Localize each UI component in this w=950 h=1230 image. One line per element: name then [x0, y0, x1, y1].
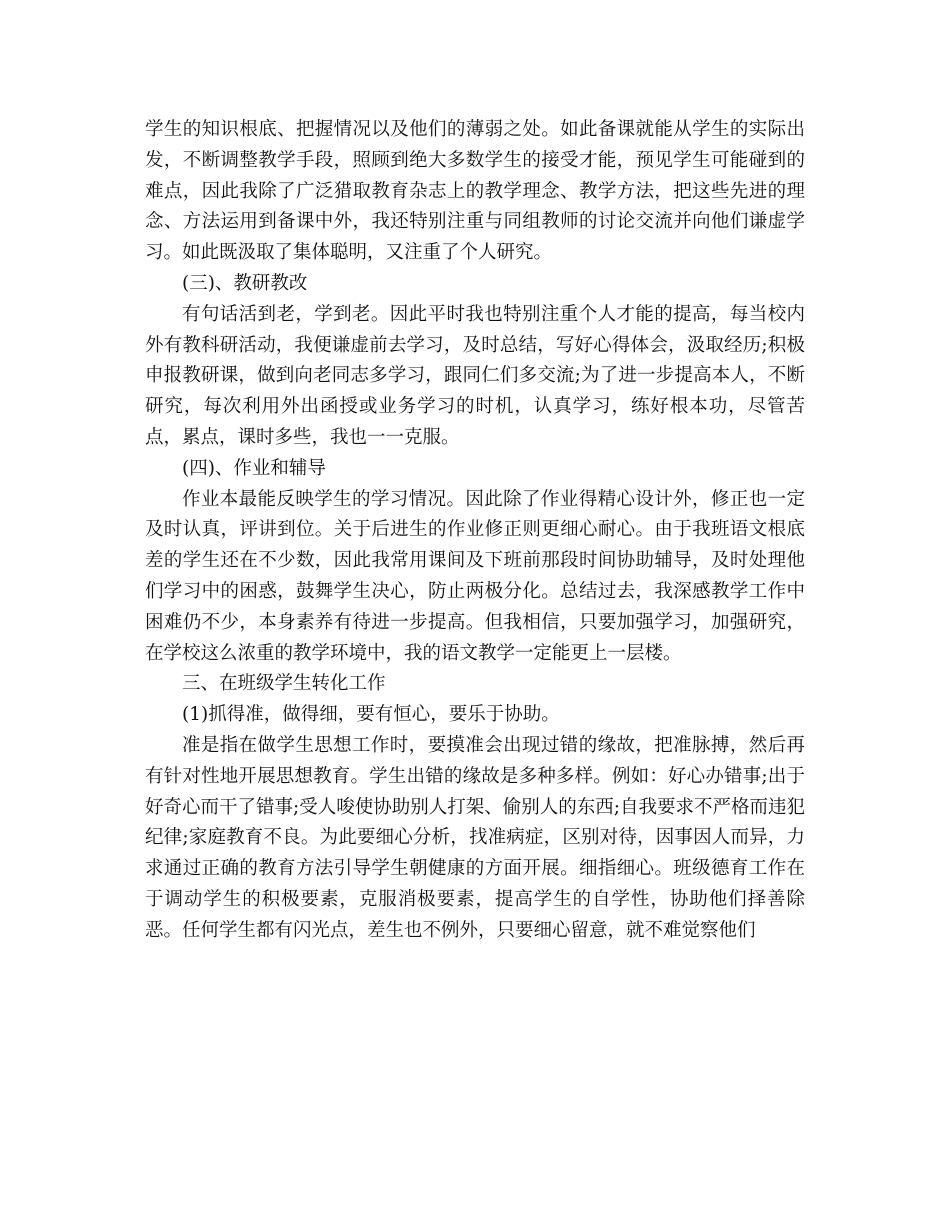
paragraph-homework: 作业本最能反映学生的学习情况。因此除了作业得精心设计外，修正也一定及时认真，评讲到位。关于后进生的作业修正则更细心耐心。由于我班语文根底差的学生还在不少数，因此我常用课间及下班前那段时间协助辅导，及时处理他们学习中的困惑，鼓舞学生决心，防止两极分化。总结过去，我深感教学工作中困难仍不少，本身素养有待进一步提高。但我相信，只要加强学习，加强研究，在学校这么浓重的教学环境中，我的语文教学一定能更上一层楼。: [145, 488, 805, 664]
section-heading-class-work: 三、在班级学生转化工作: [182, 673, 386, 695]
section-heading-homework: (四)、作业和辅导: [182, 457, 326, 479]
subheading-point-1: (1)抓得准，做得细，要有恒心，要乐于协助。: [182, 704, 560, 726]
paragraph-continued: 学生的知识根底、把握情况以及他们的薄弱之处。如此备课就能从学生的实际出发，不断调整教学手段，照顾到绝大多数学生的接受才能，预见学生可能碰到的难点，因此我除了广泛猎取教育杂志上的教学理念、教学方法，把这些先进的理念、方法运用到备课中外，我还特别注重与同组教师的讨论交流并向他们谦虚学习。如此既汲取了集体聪明，又注重了个人研究。: [145, 119, 805, 264]
section-heading-research: (三)、教研教改: [182, 272, 308, 294]
paragraph-point-1: 准是指在做学生思想工作时，要摸准会出现过错的缘故，把准脉搏，然后再有针对性地开展思想教育。学生出错的缘故是多种多样。例如：好心办错事;出于好奇心而干了错事;受人唆使协助别人打架、偷别人的东西;自我要求不严格而违犯纪律;家庭教育不良。为此要细心分析，找准病症，区别对待，因事因人而异，力求通过正确的教育方法引导学生朝健康的方面开展。细指细心。班级德育工作在于调动学生的积极要素，克服消极要素，提高学生的自学性，协助他们择善除恶。任何学生都有闪光点，差生也不例外，只要细心留意，就不难觉察他们: [145, 734, 805, 941]
paragraph-research: 有句话活到老，学到老。因此平时我也特别注重个人才能的提高，每当校内外有教科研活动，我便谦虚前去学习，及时总结，写好心得体会，汲取经历;积极申报教研课，做到向老同志多学习，跟同仁们多交流;为了进一步提高本人，不断研究，每次利用外出函授或业务学习的时机，认真学习，练好根本功，尽管苦点，累点，课时多些，我也一一克服。: [145, 303, 805, 448]
document-body: [145, 115, 805, 947]
